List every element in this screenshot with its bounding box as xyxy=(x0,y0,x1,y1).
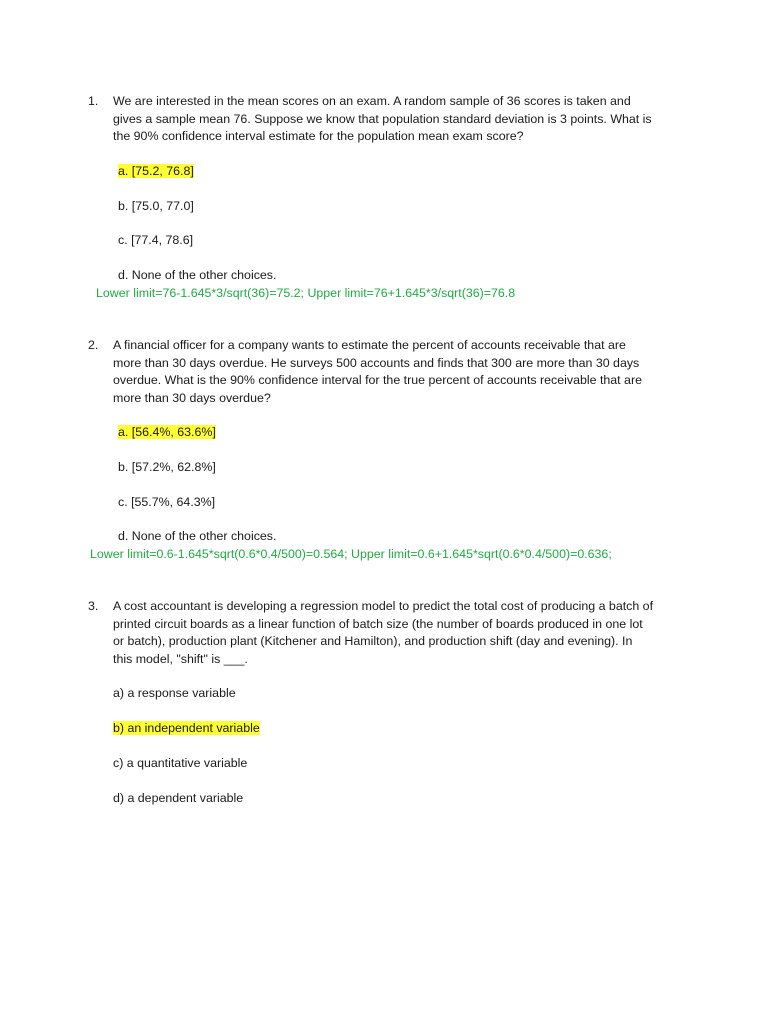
question-2-explanation: Lower limit=0.6-1.645*sqrt(0.6*0.4/500)=0.564; Upper limit=0.6+1.645*sqrt(0.6*0.4/500)=0.636; xyxy=(90,547,612,561)
question-2-text: A financial officer for a company wants to estimate the percent of accounts receivable that are more than 30 days overdue. He surveys 500 accounts and finds that 300 are more than 30 days overdue. What is the 90% confidence interval for the true percent of accounts receivable that are more than 30 days overdue? xyxy=(113,338,642,405)
question-2-option-b: b. [57.2%, 62.8%] xyxy=(118,460,216,474)
question-1-number: 1. xyxy=(88,94,99,108)
question-1-explanation: Lower limit=76-1.645*3/sqrt(36)=75.2; Upper limit=76+1.645*3/sqrt(36)=76.8 xyxy=(96,286,516,300)
question-3-option-a: a) a response variable xyxy=(113,686,236,700)
question-3-text: A cost accountant is developing a regression model to predict the total cost of producing a batch of printed circuit boards as a linear function of batch size (the number of boards produced in one lot or batch), production plant (Kitchener and Hamilton), and production shift (day and evening). In this model, "shift" is ___. xyxy=(113,599,654,666)
question-2-option-d: d. None of the other choices. xyxy=(118,529,277,543)
question-2-number: 2. xyxy=(88,338,99,352)
question-3-number: 3. xyxy=(88,599,99,613)
question-1-option-b: b. [75.0, 77.0] xyxy=(118,199,194,213)
correct-answer-highlight: a. [56.4%, 63.6%] xyxy=(118,425,216,439)
question-2-option-c: c. [55.7%, 64.3%] xyxy=(118,495,216,509)
correct-answer-highlight: a. [75.2, 76.8] xyxy=(118,164,194,178)
question-1-option-d: d. None of the other choices. xyxy=(118,268,277,282)
question-1-text: We are interested in the mean scores on an exam. A random sample of 36 scores is taken and gives a sample mean 76. Suppose we know that population standard deviation is 3 points. What is the 90% confidence interval estimate for the population mean exam score? xyxy=(113,94,652,143)
question-1-option-a xyxy=(118,163,194,181)
question-3-option-d: d) a dependent variable xyxy=(113,791,244,805)
question-1-option-c: c. [77.4, 78.6] xyxy=(118,233,194,247)
correct-answer-highlight: b) an independent variable xyxy=(113,721,260,735)
question-2-option-a xyxy=(118,424,216,442)
question-3-option-c: c) a quantitative variable xyxy=(113,756,248,770)
question-3-option-b xyxy=(113,720,260,738)
